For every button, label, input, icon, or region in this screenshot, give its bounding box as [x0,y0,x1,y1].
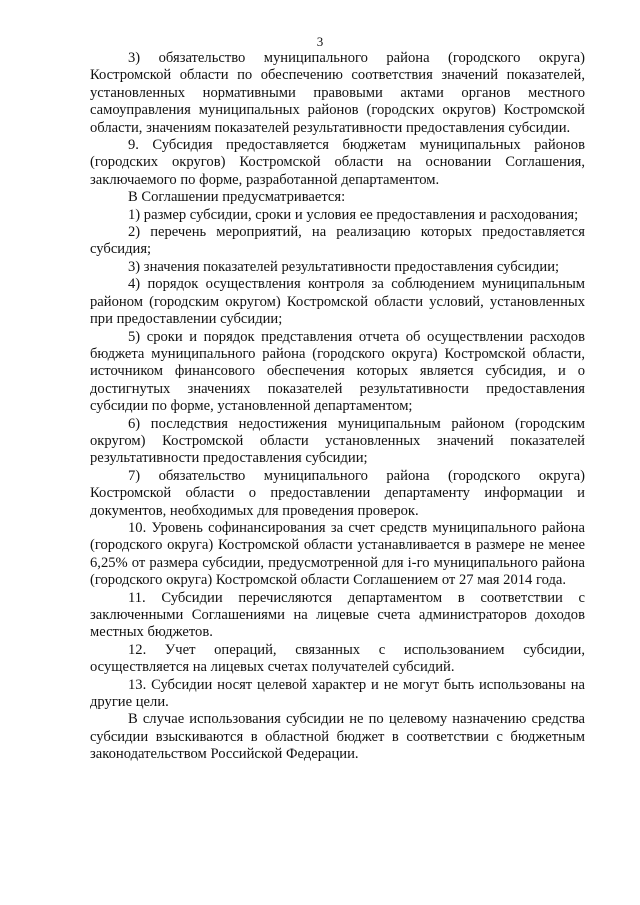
list-item-6-consequences: 6) последствия недостижения муниципальным районом (городским округом) Костромской области установленных значений показателей результативности предоставления субсидии; [90,415,585,467]
page-number: 3 [316,34,324,49]
paragraph-12-accounting: 12. Учет операций, связанных с использованием субсидии, осуществляется на лицевых счетах получателей субсидий. [90,641,585,676]
paragraph-9-subsidy-agreement: 9. Субсидия предоставляется бюджетам муниципальных районов (городских округов) Костромской области на основании Соглашения, заключаемого по форме, разработанной департаментом. [90,137,585,188]
list-item-2-activities: 2) перечень мероприятий, на реализацию которых предоставляется субсидия; [90,224,585,258]
list-item-5-reporting: 5) сроки и порядок представления отчета об осуществлении расходов бюджета муниципального района (городского округа) Костромской области, источником финансового обеспечения которых является субсидия, и о достигнутых значениях показателей результативности предоставления субсидии по форме, установленной департаментом; [90,328,585,415]
paragraph-11-transfer: 11. Субсидии перечисляются департаментом в соответствии с заключенными Соглашениями на лицевые счета администраторов доходов местных бюджетов. [90,589,585,641]
paragraph-10-cofinancing: 10. Уровень софинансирования за счет средств муниципального района (городского округа) Костромской области устанавливается в размере не менее 6,25% от размера субсидии, предусмотренной для i-го муниципального района (городского округа) Костромской области Соглашением от 27 мая 2014 года. [90,519,585,589]
list-item-3-indicators: 3) значения показателей результативности предоставления субсидии; [128,258,560,275]
paragraph-13-targeted-use: 13. Субсидии носят целевой характер и не могут быть использованы на другие цели. [90,676,585,711]
list-item-4-control: 4) порядок осуществления контроля за соблюдением муниципальным районом (городским округом) Костромской области условий, установленных при предоставлении субсидии; [90,276,585,328]
paragraph-misuse-recovery: В случае использования субсидии не по целевому назначению средства субсидии взыскиваются в областной бюджет в соответствии с бюджетным законодательством Российской Федерации. [90,711,585,763]
list-item-7-information: 7) обязательство муниципального района (городского округа) Костромской области о предоставлении департаменту информации и документов, необходимых для проведения проверок. [90,467,585,519]
document-body [90,50,585,764]
paragraph-obligation-indicators: 3) обязательство муниципального района (городского округа) Костромской области по обеспечению соответствия значений показателей, установленных нормативными правовыми актами органов местного самоуправления муниципальных районов (городских округов) Костромской области, значениям показателей результативности предоставления субсидии. [90,50,585,136]
paragraph-agreement-provisions-intro: В Соглашении предусматривается: [128,189,346,206]
list-item-1-amount-terms: 1) размер субсидии, сроки и условия ее предоставления и расходования; [128,206,579,223]
